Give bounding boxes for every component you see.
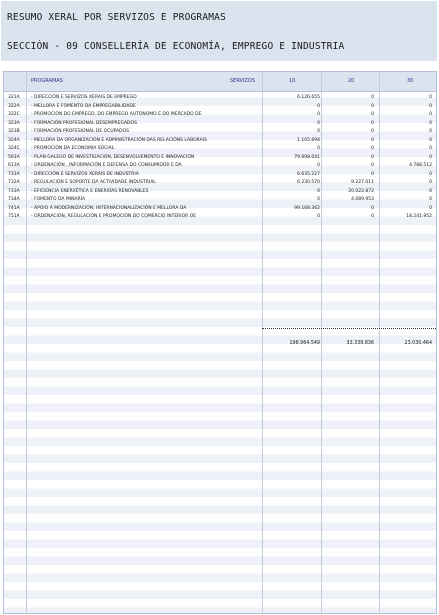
row-value-20: 0 [371, 112, 374, 117]
row-value-20: 0 [371, 137, 374, 143]
total-separator [262, 328, 437, 329]
row-value-10: 1.105.694 [297, 137, 320, 143]
row-value-30: 18.241.952 [406, 214, 432, 219]
row-code: 322A [8, 103, 20, 109]
header-servizo-30: 30 [407, 78, 414, 84]
total-servizo-10: 198.964.549 [289, 341, 320, 346]
row-value-10: 6.126.655 [297, 95, 320, 100]
row-value-30: 4.788.512 [409, 163, 432, 168]
row-name: - PLAN GALEGO DE INVESTIGACIÓN, DESENVOLVEMENTO E INNOVACIÓN [31, 154, 195, 160]
row-value-10: 0 [317, 129, 320, 134]
row-value-20: 0 [371, 205, 374, 211]
row-name: - PROMOCIÓN DO EMPREGO, DO EMPREGO AUTÓNOMO E DO MERCADO DE [31, 112, 202, 117]
total-servizo-30: 23.030.464 [404, 341, 432, 346]
row-name: - FORMACIÓN PROFESIONAL DESEMPREGADOS [31, 120, 137, 126]
row-name: - REGULACIÓN E SOPORTE DA ACTIVIDADE INDUSTRIAL [31, 180, 156, 185]
row-value-30: 0 [429, 154, 432, 160]
row-value-10: 79.698.041 [294, 154, 320, 160]
row-value-10: 0 [317, 188, 320, 194]
row-value-30: 0 [429, 137, 432, 143]
row-code: 323B [8, 129, 20, 134]
row-value-30: 0 [429, 120, 432, 126]
row-name: - FORMACIÓN PROFESIONAL DE OCUPADOS [31, 129, 130, 134]
row-name: - EFICIENCIA ENERXÉTICA E ENERXÍAS RENOVABLES [31, 188, 149, 194]
budget-table [3, 71, 437, 614]
row-value-30: 0 [429, 197, 432, 202]
row-name: - MELLORA DA ORGANIZACIÓN E ADMINISTRACIÓN DAS RELACIÓNS LABORAIS [31, 137, 207, 143]
row-value-10: 0 [317, 120, 320, 126]
row-value-30: 0 [429, 146, 432, 151]
header-servizos: SERVIZOS [230, 78, 255, 84]
row-value-20: 20.022.872 [348, 188, 374, 194]
row-name: - PROMOCIÓN DA ECONOMIA SOCIAL [31, 146, 115, 151]
row-value-30: 0 [429, 180, 432, 185]
row-name: - DIRECCIÓN E SERVIZOS XERAIS DE INDUSTRIA [31, 171, 139, 177]
row-value-10: 0 [317, 146, 320, 151]
row-name: - FOMENTO DA MINARÍA [31, 197, 86, 202]
row-code: 561A [8, 154, 20, 160]
row-value-10: 6.635.227 [297, 171, 320, 177]
header-programas: PROGRAMAS [31, 78, 63, 84]
row-code: 733A [8, 188, 20, 194]
row-value-30: 0 [429, 188, 432, 194]
row-value-20: 0 [371, 95, 374, 100]
section-title: SECCIÓN - 09 CONSELLERÍA DE ECONOMÍA, EMPREGO E INDUSTRIA [7, 41, 345, 52]
row-value-10: 0 [317, 163, 320, 168]
row-value-10: 99.168.362 [294, 205, 320, 211]
row-value-20: 0 [371, 154, 374, 160]
row-code: 322C [8, 112, 20, 117]
row-name: - MELLORA E FOMENTO DA EMPREGABILIDADE [31, 103, 136, 109]
table-header [4, 72, 436, 92]
row-code: 741A [8, 205, 20, 211]
row-code: 751A [8, 214, 20, 219]
row-value-20: 4.089.953 [351, 197, 374, 202]
row-value-20: 0 [371, 103, 374, 109]
header-servizo-10: 10 [289, 78, 296, 84]
row-value-20: 0 [371, 214, 374, 219]
table-row [4, 212, 436, 221]
row-value-10: 0 [317, 197, 320, 202]
row-code: 732A [8, 180, 20, 185]
row-value-30: 0 [429, 129, 432, 134]
row-code: 321A [8, 95, 20, 100]
row-name: - ORDENACIÓN, REGULACIÓN E PROMOCIÓN DO COMERCIO INTERIOR OE [31, 214, 197, 219]
row-value-20: 0 [371, 120, 374, 126]
row-name: - ORDENACIÓN , INFORMACIÓN E DEFENSA DO CONSUMIDOR E DA [31, 163, 182, 168]
row-code: 324C [8, 146, 20, 151]
row-value-20: 9.227.011 [351, 180, 374, 185]
row-name: - DIRECCIÓN E SERVIZOS XERAIS DE EMPREGO [31, 95, 137, 100]
row-code: 734A [8, 197, 20, 202]
row-value-30: 0 [429, 205, 432, 211]
row-value-20: 0 [371, 171, 374, 177]
row-value-20: 0 [371, 163, 374, 168]
row-value-20: 0 [371, 129, 374, 134]
row-name: - APOIO Á MODERNIZACIÓN, INTERNACIONALIZACIÓN E MELLORA DA [31, 205, 187, 211]
report-title: RESUMO XERAL POR SERVIZOS E PROGRAMAS [7, 12, 227, 23]
row-value-30: 0 [429, 171, 432, 177]
row-value-30: 0 [429, 103, 432, 109]
row-value-10: 0 [317, 112, 320, 117]
row-value-10: 6.230.570 [297, 180, 320, 185]
total-servizo-20: 33.339.836 [346, 341, 374, 346]
header-servizo-20: 20 [348, 78, 355, 84]
row-value-30: 0 [429, 112, 432, 117]
row-value-30: 0 [429, 95, 432, 100]
row-code: 613A [8, 163, 20, 168]
row-value-10: 0 [317, 214, 320, 219]
row-code: 731A [8, 171, 20, 177]
row-value-10: 0 [317, 103, 320, 109]
row-code: 323A [8, 120, 20, 126]
report-header [1, 1, 437, 61]
row-code: 324A [8, 137, 20, 143]
row-value-20: 0 [371, 146, 374, 151]
